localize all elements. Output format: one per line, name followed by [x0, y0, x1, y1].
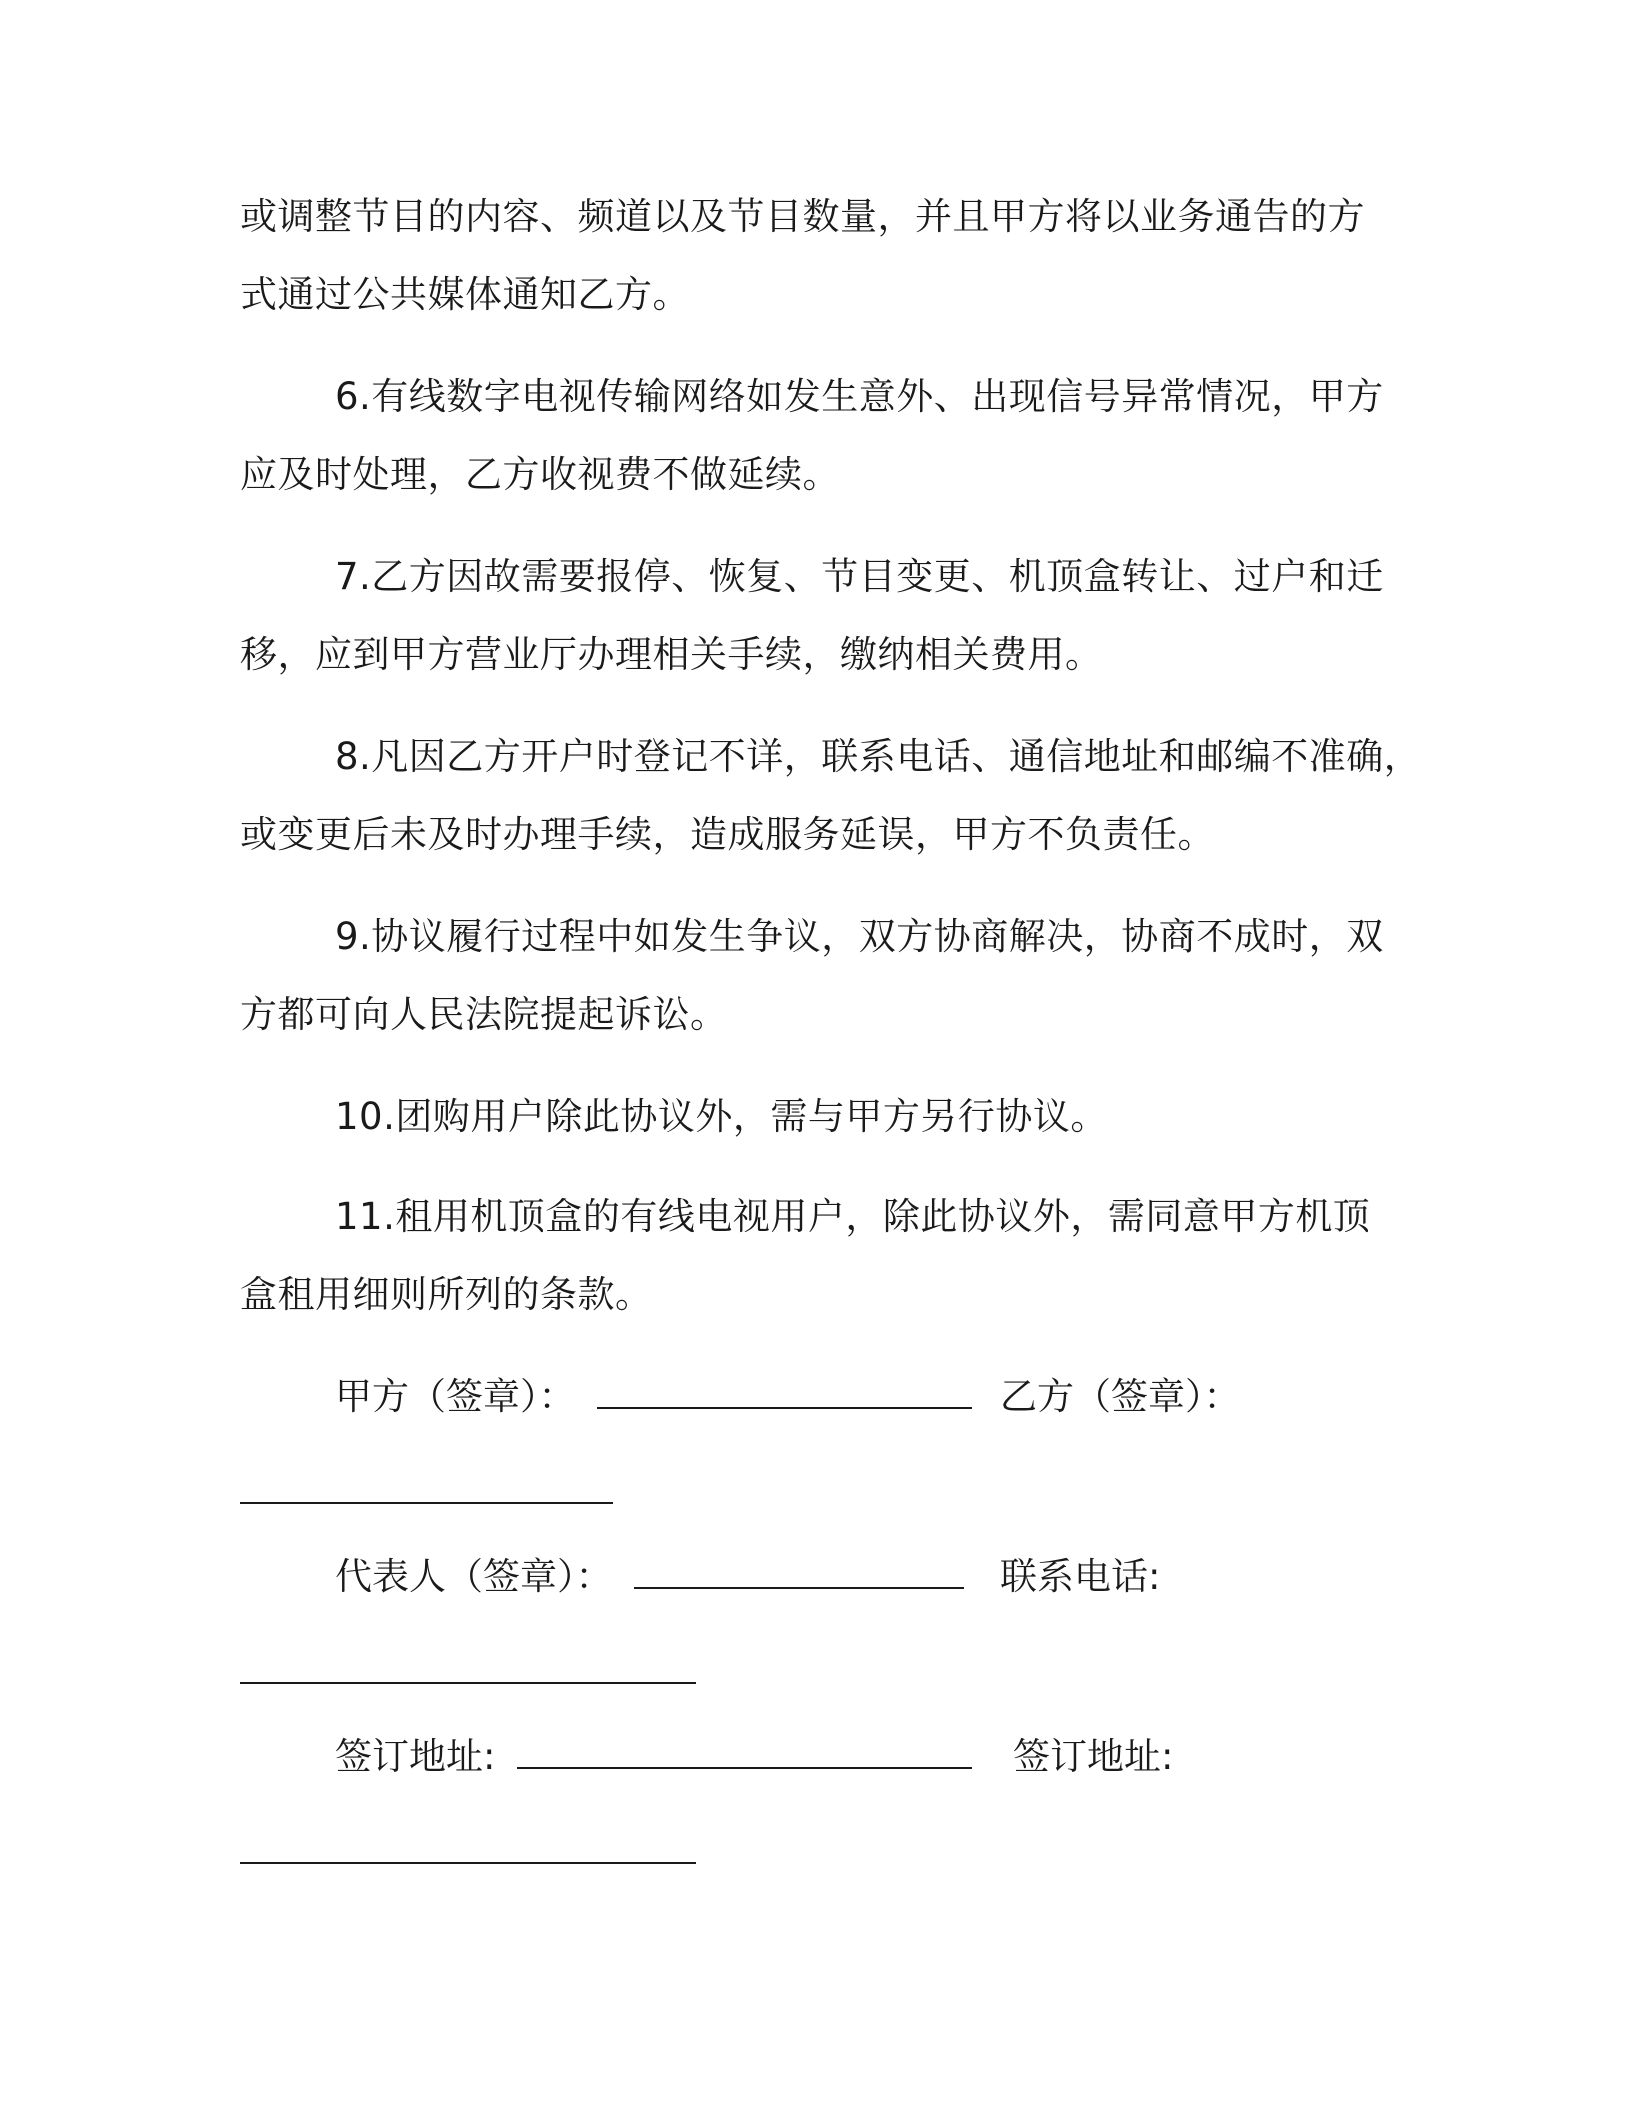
paragraph-5-line-1: 或调整节目的内容、频道以及节目数量，并且甲方将以业务通告的方: [240, 195, 1365, 238]
representative-signature-blank[interactable]: [634, 1553, 964, 1589]
clause-8-line-2: 或变更后未及时办理手续，造成服务延误，甲方不负责任。: [240, 813, 1215, 856]
party-b-label-row: [1000, 1372, 1241, 1422]
sign-address-b-label-row: [1013, 1732, 1173, 1782]
party-b-signature-blank[interactable]: [240, 1500, 613, 1504]
party-a-label: 甲方（签章）：: [335, 1375, 576, 1418]
party-b-label: 乙方（签章）：: [1000, 1375, 1241, 1418]
party-a-signature-blank[interactable]: [597, 1373, 972, 1409]
sign-address-b-blank[interactable]: [240, 1860, 696, 1864]
clause-10-line-1: 10.团购用户除此协议外，需与甲方另行协议。: [335, 1095, 1108, 1138]
representative-label: 代表人（签章）：: [335, 1555, 613, 1598]
clause-9-line-2: 方都可向人民法院提起诉讼。: [240, 993, 728, 1036]
clause-6-line-1: 6.有线数字电视传输网络如发生意外、出现信号异常情况，甲方: [335, 375, 1384, 418]
contact-phone-label: 联系电话:: [1000, 1555, 1161, 1598]
sign-address-a-row: [335, 1732, 972, 1782]
paragraph-5-line-2: 式通过公共媒体通知乙方。: [240, 273, 690, 316]
sign-address-a-blank[interactable]: [517, 1733, 972, 1769]
contact-phone-blank[interactable]: [240, 1680, 696, 1684]
sign-address-b-label: 签订地址:: [1013, 1735, 1174, 1778]
clause-11-line-2: 盒租用细则所列的条款。: [240, 1273, 653, 1316]
clause-11-line-1: 11.租用机顶盒的有线电视用户，除此协议外，需同意甲方机顶: [335, 1195, 1371, 1238]
clause-6-line-2: 应及时处理，乙方收视费不做延续。: [240, 453, 840, 496]
contact-phone-label-row: [1000, 1552, 1160, 1602]
clause-9-line-1: 9.协议履行过程中如发生争议，双方协商解决，协商不成时，双: [335, 915, 1384, 958]
clause-8-line-1: 8.凡因乙方开户时登记不详，联系电话、通信地址和邮编不准确，: [335, 735, 1422, 778]
sign-address-a-label: 签订地址:: [335, 1735, 496, 1778]
representative-signature-row: [335, 1552, 964, 1602]
party-a-signature-row: [335, 1372, 972, 1422]
clause-7-line-2: 移，应到甲方营业厅办理相关手续，缴纳相关费用。: [240, 633, 1103, 676]
clause-7-line-1: 7.乙方因故需要报停、恢复、节目变更、机顶盒转让、过户和迁: [335, 555, 1384, 598]
